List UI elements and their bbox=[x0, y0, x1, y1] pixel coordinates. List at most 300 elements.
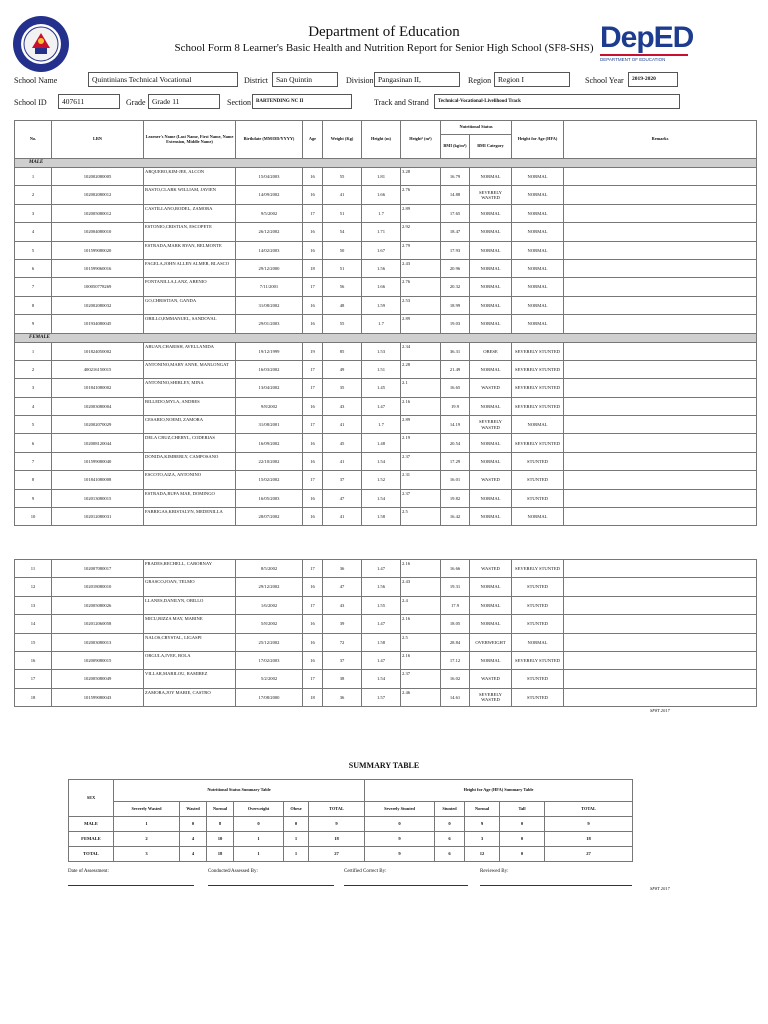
remarks-cell bbox=[564, 434, 757, 452]
learner-name-cell: ANTONINO,SHIRLEY, MINA bbox=[144, 379, 236, 397]
remarks-cell bbox=[564, 452, 757, 470]
learner-row bbox=[15, 489, 757, 507]
birthdate-cell: 29/12/2000 bbox=[236, 259, 303, 277]
age-cell: 17 bbox=[303, 204, 323, 222]
birthdate-cell: 14/09/2002 bbox=[236, 186, 303, 204]
school-name-label: School Name bbox=[14, 76, 58, 85]
birthdate-cell: 14/02/2003 bbox=[236, 241, 303, 259]
age-cell: 16 bbox=[303, 452, 323, 470]
school-name-field: Quintinians Technical Vocational bbox=[88, 72, 238, 87]
height-squared-cell: 2.43 bbox=[401, 259, 441, 277]
bmi-cell: 20.54 bbox=[441, 434, 470, 452]
remarks-cell bbox=[564, 296, 757, 314]
remarks-cell bbox=[564, 578, 757, 596]
row-number: 3 bbox=[15, 379, 52, 397]
height-squared-cell: 2.46 bbox=[401, 688, 441, 706]
height-squared-cell: 2.76 bbox=[401, 278, 441, 296]
birthdate-cell: 31/08/2001 bbox=[236, 416, 303, 434]
summary-ns-value: 3 bbox=[114, 847, 180, 862]
learner-row bbox=[15, 168, 757, 186]
grade-label: Grade bbox=[126, 98, 146, 107]
summary-row bbox=[69, 817, 633, 832]
weight-cell: 51 bbox=[323, 259, 362, 277]
remarks-cell bbox=[564, 259, 757, 277]
height-squared-cell: 2.16 bbox=[401, 560, 441, 578]
lrn-cell: 101841080002 bbox=[52, 379, 144, 397]
school-id-field: 407611 bbox=[58, 94, 120, 109]
learner-name-cell: DELA CRUZ,CHERYL, CODERIAS bbox=[144, 434, 236, 452]
learner-row bbox=[15, 241, 757, 259]
col-header-no: No. bbox=[15, 121, 52, 159]
hfa-cell: NORMAL bbox=[512, 416, 564, 434]
birthdate-cell: 8/5/2002 bbox=[236, 560, 303, 578]
lrn-cell: 102008120044 bbox=[52, 434, 144, 452]
height-cell: 1.54 bbox=[362, 452, 401, 470]
weight-cell: 50 bbox=[323, 241, 362, 259]
age-cell: 17 bbox=[303, 560, 323, 578]
hfa-cell: SEVERELY STUNTED bbox=[512, 560, 564, 578]
hfa-cell: NORMAL bbox=[512, 241, 564, 259]
learner-name-cell: CASTILLANO,RODEL, ZAMORA bbox=[144, 204, 236, 222]
summary-hfa-value: 9 bbox=[365, 832, 435, 847]
summary-ns-value: 0 bbox=[284, 817, 309, 832]
age-cell: 18 bbox=[303, 688, 323, 706]
weight-cell: 54 bbox=[323, 223, 362, 241]
section-row-female bbox=[15, 333, 757, 342]
age-cell: 17 bbox=[303, 471, 323, 489]
age-cell: 17 bbox=[303, 278, 323, 296]
bmi-category-cell: NORMAL bbox=[470, 360, 512, 378]
bmi-category-cell: WASTED bbox=[470, 670, 512, 688]
hfa-cell: SEVERELY STUNTED bbox=[512, 397, 564, 415]
bmi-category-cell: OBESE bbox=[470, 342, 512, 360]
bmi-cell: 16.79 bbox=[441, 168, 470, 186]
bmi-category-cell: NORMAL bbox=[470, 434, 512, 452]
birthdate-cell: 29/12/2002 bbox=[236, 578, 303, 596]
summary-sex-cell: TOTAL bbox=[69, 847, 114, 862]
learner-row bbox=[15, 186, 757, 204]
birthdate-cell: 17/08/2000 bbox=[236, 688, 303, 706]
row-number: 6 bbox=[15, 434, 52, 452]
birthdate-cell: 25/12/2002 bbox=[236, 633, 303, 651]
conducted-by-label: Conducted/Assessed By: bbox=[208, 869, 258, 874]
lrn-cell: 102002080005 bbox=[52, 168, 144, 186]
lrn-cell: 102004080010 bbox=[52, 223, 144, 241]
birthdate-cell: 9/5/2002 bbox=[236, 204, 303, 222]
height-squared-cell: 2.76 bbox=[401, 186, 441, 204]
birthdate-cell: 1/6/2002 bbox=[236, 596, 303, 614]
hfa-cell: STUNTED bbox=[512, 670, 564, 688]
weight-cell: 36 bbox=[323, 688, 362, 706]
weight-cell: 37 bbox=[323, 651, 362, 669]
learner-row bbox=[15, 633, 757, 651]
row-number: 13 bbox=[15, 596, 52, 614]
learner-row bbox=[15, 560, 757, 578]
birthdate-cell: 28/07/2002 bbox=[236, 508, 303, 526]
section-label-male: MALE bbox=[15, 159, 757, 168]
hfa-cell: SEVERELY STUNTED bbox=[512, 651, 564, 669]
learner-row bbox=[15, 296, 757, 314]
hfa-cell: STUNTED bbox=[512, 578, 564, 596]
hfa-cell: NORMAL bbox=[512, 223, 564, 241]
health-nutrition-table bbox=[14, 120, 757, 526]
remarks-cell bbox=[564, 204, 757, 222]
height-cell: 1.48 bbox=[362, 434, 401, 452]
bmi-cell: 20.96 bbox=[441, 259, 470, 277]
weight-cell: 43 bbox=[323, 397, 362, 415]
weight-cell: 35 bbox=[323, 379, 362, 397]
summary-header-row bbox=[69, 802, 633, 817]
weight-cell: 41 bbox=[323, 416, 362, 434]
summary-ns-value: 18 bbox=[207, 847, 234, 862]
height-cell: 1.67 bbox=[362, 241, 401, 259]
learner-name-cell: ESTRADA,MARK RYAN, BELMONTE bbox=[144, 241, 236, 259]
lrn-cell: 100050778269 bbox=[52, 278, 144, 296]
remarks-cell bbox=[564, 186, 757, 204]
bmi-cell: 18.05 bbox=[441, 615, 470, 633]
learner-name-cell: LLANES,DANILYN, OBILLO bbox=[144, 596, 236, 614]
learner-name-cell: MICU,RIZZA MAY, MARINE bbox=[144, 615, 236, 633]
health-nutrition-table-continued bbox=[14, 559, 757, 707]
form-code: SF8T 2017 bbox=[650, 708, 670, 713]
summary-hfa-value: 3 bbox=[465, 832, 500, 847]
height-cell: 1.47 bbox=[362, 651, 401, 669]
height-cell: 1.47 bbox=[362, 615, 401, 633]
height-cell: 1.45 bbox=[362, 379, 401, 397]
hfa-cell: NORMAL bbox=[512, 259, 564, 277]
bmi-cell: 16.66 bbox=[441, 560, 470, 578]
row-number: 5 bbox=[15, 416, 52, 434]
height-squared-cell: 2.92 bbox=[401, 223, 441, 241]
age-cell: 16 bbox=[303, 397, 323, 415]
learner-row bbox=[15, 670, 757, 688]
height-cell: 1.53 bbox=[362, 342, 401, 360]
region-field: Region I bbox=[494, 72, 570, 87]
hfa-cell: SEVERELY STUNTED bbox=[512, 434, 564, 452]
height-cell: 1.57 bbox=[362, 688, 401, 706]
height-squared-cell: 2.5 bbox=[401, 633, 441, 651]
bmi-cell: 17.12 bbox=[441, 651, 470, 669]
lrn-cell: 102003080004 bbox=[52, 397, 144, 415]
learner-name-cell: DONIDA,KIMBERLY, CAMPOSANO bbox=[144, 452, 236, 470]
summary-hfa-col: Tall bbox=[500, 802, 545, 817]
weight-cell: 38 bbox=[323, 670, 362, 688]
height-squared-cell: 3.28 bbox=[401, 168, 441, 186]
hfa-cell: NORMAL bbox=[512, 296, 564, 314]
learner-name-cell: ESTRADA,RUFA MAE, DOMINGO bbox=[144, 489, 236, 507]
lrn-cell: 102018080010 bbox=[52, 578, 144, 596]
bmi-category-cell: NORMAL bbox=[470, 315, 512, 333]
bmi-category-cell: NORMAL bbox=[470, 296, 512, 314]
learner-name-cell: FAGELA,JOHN ALLEN ALMER, BLASCO bbox=[144, 259, 236, 277]
remarks-cell bbox=[564, 633, 757, 651]
age-cell: 16 bbox=[303, 315, 323, 333]
learner-name-cell: FONTANILLA,LANZ, ABENIO bbox=[144, 278, 236, 296]
bmi-category-cell: NORMAL bbox=[470, 278, 512, 296]
remarks-cell bbox=[564, 688, 757, 706]
hfa-cell: SEVERELY STUNTED bbox=[512, 360, 564, 378]
bmi-cell: 14.61 bbox=[441, 688, 470, 706]
birthdate-cell: 13/04/2002 bbox=[236, 379, 303, 397]
birthdate-cell: 31/08/2002 bbox=[236, 296, 303, 314]
bmi-category-cell: WASTED bbox=[470, 471, 512, 489]
remarks-cell bbox=[564, 360, 757, 378]
division-label: Division bbox=[346, 76, 374, 85]
height-cell: 1.55 bbox=[362, 596, 401, 614]
bmi-cell: 17.65 bbox=[441, 204, 470, 222]
weight-cell: 85 bbox=[323, 342, 362, 360]
bmi-category-cell: NORMAL bbox=[470, 596, 512, 614]
age-cell: 16 bbox=[303, 296, 323, 314]
birthdate-cell: 19/12/1999 bbox=[236, 342, 303, 360]
summary-ns-value: 0 bbox=[180, 817, 207, 832]
height-cell: 1.66 bbox=[362, 278, 401, 296]
summary-hfa-header: Height for Age (HFA) Summary Table bbox=[365, 780, 633, 802]
remarks-cell bbox=[564, 489, 757, 507]
lrn-cell: 102005080012 bbox=[52, 204, 144, 222]
learner-row bbox=[15, 508, 757, 526]
bmi-category-cell: NORMAL bbox=[470, 168, 512, 186]
height-cell: 1.52 bbox=[362, 471, 401, 489]
row-number: 15 bbox=[15, 633, 52, 651]
lrn-cell: 102013080015 bbox=[52, 489, 144, 507]
summary-hfa-value: 9 bbox=[365, 847, 435, 862]
track-label: Track and Strand bbox=[374, 98, 429, 107]
remarks-cell bbox=[564, 342, 757, 360]
weight-cell: 55 bbox=[323, 168, 362, 186]
age-cell: 16 bbox=[303, 241, 323, 259]
bmi-cell: 18.47 bbox=[441, 223, 470, 241]
weight-cell: 36 bbox=[323, 560, 362, 578]
col-header-bmi: BMI (kg/m²) bbox=[441, 135, 470, 159]
row-number: 1 bbox=[15, 342, 52, 360]
row-number: 17 bbox=[15, 670, 52, 688]
age-cell: 16 bbox=[303, 633, 323, 651]
summary-ns-value: 1 bbox=[284, 847, 309, 862]
weight-cell: 72 bbox=[323, 633, 362, 651]
row-number: 12 bbox=[15, 578, 52, 596]
region-label: Region bbox=[468, 76, 492, 85]
learner-name-cell: VILLAR,MARILOU, RAMIREZ bbox=[144, 670, 236, 688]
deped-logo-text: DepED bbox=[600, 21, 694, 54]
col-header-age: Age bbox=[303, 121, 323, 159]
row-number: 8 bbox=[15, 471, 52, 489]
row-number: 6 bbox=[15, 259, 52, 277]
height-squared-cell: 2.19 bbox=[401, 434, 441, 452]
summary-ns-col: Overweight bbox=[234, 802, 284, 817]
remarks-cell bbox=[564, 615, 757, 633]
age-cell: 16 bbox=[303, 508, 323, 526]
hfa-cell: NORMAL bbox=[512, 278, 564, 296]
lrn-cell: 101599080043 bbox=[52, 688, 144, 706]
learner-row bbox=[15, 360, 757, 378]
weight-cell: 45 bbox=[323, 434, 362, 452]
summary-hfa-value: 9 bbox=[545, 817, 633, 832]
learner-row bbox=[15, 578, 757, 596]
remarks-cell bbox=[564, 416, 757, 434]
height-squared-cell: 2.16 bbox=[401, 615, 441, 633]
summary-hfa-col: TOTAL bbox=[545, 802, 633, 817]
birthdate-cell: 5/8/2002 bbox=[236, 615, 303, 633]
row-number: 7 bbox=[15, 278, 52, 296]
weight-cell: 55 bbox=[323, 315, 362, 333]
date-signature-line bbox=[68, 885, 194, 886]
learner-row bbox=[15, 651, 757, 669]
reviewed-by-label: Reviewed By: bbox=[480, 869, 509, 874]
summary-hfa-value: 0 bbox=[365, 817, 435, 832]
bmi-cell: 19.31 bbox=[441, 578, 470, 596]
school-year-label: School Year bbox=[585, 76, 624, 85]
age-cell: 17 bbox=[303, 416, 323, 434]
bmi-cell: 16.02 bbox=[441, 670, 470, 688]
weight-cell: 41 bbox=[323, 508, 362, 526]
summary-ns-value: 10 bbox=[207, 832, 234, 847]
remarks-cell bbox=[564, 241, 757, 259]
age-cell: 17 bbox=[303, 379, 323, 397]
hfa-cell: STUNTED bbox=[512, 615, 564, 633]
grade-field: Grade 11 bbox=[148, 94, 220, 109]
summary-sex-header: SEX bbox=[69, 780, 114, 817]
remarks-cell bbox=[564, 223, 757, 241]
row-number: 1 bbox=[15, 168, 52, 186]
track-field: Technical-Vocational-Livelihood Track bbox=[434, 94, 680, 109]
row-number: 10 bbox=[15, 508, 52, 526]
bmi-cell: 19.03 bbox=[441, 315, 470, 333]
lrn-cell: 102009080015 bbox=[52, 651, 144, 669]
bmi-category-cell: NORMAL bbox=[470, 397, 512, 415]
bmi-category-cell: SEVERELY WASTED bbox=[470, 416, 512, 434]
summary-ns-value: 1 bbox=[234, 832, 284, 847]
remarks-cell bbox=[564, 397, 757, 415]
height-cell: 1.59 bbox=[362, 296, 401, 314]
learner-row bbox=[15, 471, 757, 489]
lrn-cell: 101599080020 bbox=[52, 241, 144, 259]
summary-hfa-value: 0 bbox=[500, 817, 545, 832]
birthdate-cell: 26/12/2002 bbox=[236, 223, 303, 241]
summary-row bbox=[69, 847, 633, 862]
learner-row bbox=[15, 223, 757, 241]
height-cell: 1.47 bbox=[362, 560, 401, 578]
age-cell: 16 bbox=[303, 615, 323, 633]
age-cell: 18 bbox=[303, 259, 323, 277]
height-squared-cell: 2.37 bbox=[401, 670, 441, 688]
row-number: 9 bbox=[15, 315, 52, 333]
col-header-weight: Weight (Kg) bbox=[323, 121, 362, 159]
hfa-cell: NORMAL bbox=[512, 508, 564, 526]
age-cell: 16 bbox=[303, 578, 323, 596]
bmi-category-cell: NORMAL bbox=[470, 259, 512, 277]
age-cell: 17 bbox=[303, 670, 323, 688]
learner-name-cell: OBILLO,EMMANUEL, SANDOVAL bbox=[144, 315, 236, 333]
bmi-category-cell: NORMAL bbox=[470, 489, 512, 507]
hfa-cell: NORMAL bbox=[512, 633, 564, 651]
remarks-cell bbox=[564, 560, 757, 578]
hfa-cell: STUNTED bbox=[512, 452, 564, 470]
birthdate-cell: 15/04/2003 bbox=[236, 168, 303, 186]
lrn-cell: 102002070029 bbox=[52, 416, 144, 434]
deped-logo-subtext: DEPARTMENT OF EDUCATION bbox=[600, 54, 688, 62]
row-number: 3 bbox=[15, 204, 52, 222]
reviewed-signature-line bbox=[480, 885, 632, 886]
summary-ns-value: 4 bbox=[180, 847, 207, 862]
hfa-cell: SEVERELY STUNTED bbox=[512, 342, 564, 360]
form-code-bottom: SF8T 2017 bbox=[650, 886, 670, 891]
lrn-cell: 102007080017 bbox=[52, 560, 144, 578]
lrn-cell: 101824050002 bbox=[52, 342, 144, 360]
age-cell: 16 bbox=[303, 434, 323, 452]
height-squared-cell: 2.4 bbox=[401, 596, 441, 614]
bmi-cell: 16.42 bbox=[441, 508, 470, 526]
lrn-cell: 400216150015 bbox=[52, 360, 144, 378]
height-cell: 1.47 bbox=[362, 397, 401, 415]
remarks-cell bbox=[564, 278, 757, 296]
lrn-cell: 101934080045 bbox=[52, 315, 144, 333]
height-squared-cell: 2.37 bbox=[401, 452, 441, 470]
summary-hfa-value: 0 bbox=[435, 817, 465, 832]
lrn-cell: 102005080026 bbox=[52, 596, 144, 614]
age-cell: 17 bbox=[303, 596, 323, 614]
summary-hfa-value: 9 bbox=[465, 817, 500, 832]
height-squared-cell: 2.31 bbox=[401, 471, 441, 489]
height-cell: 1.56 bbox=[362, 259, 401, 277]
bmi-category-cell: NORMAL bbox=[470, 615, 512, 633]
summary-ns-value: 27 bbox=[309, 847, 365, 862]
col-header-nutritional-status: Nutritional Status bbox=[441, 121, 512, 135]
weight-cell: 41 bbox=[323, 186, 362, 204]
learner-name-cell: ABUAN,CHARISH, AVELLANIDA bbox=[144, 342, 236, 360]
bmi-cell: 36.31 bbox=[441, 342, 470, 360]
summary-hfa-value: 0 bbox=[500, 832, 545, 847]
row-number: 11 bbox=[15, 560, 52, 578]
summary-hfa-col: Severely Stunted bbox=[365, 802, 435, 817]
height-cell: 1.58 bbox=[362, 633, 401, 651]
school-year-field: 2019-2020 bbox=[628, 72, 678, 87]
bmi-cell: 14.88 bbox=[441, 186, 470, 204]
remarks-cell bbox=[564, 596, 757, 614]
remarks-cell bbox=[564, 508, 757, 526]
row-number: 7 bbox=[15, 452, 52, 470]
bmi-cell: 19.9 bbox=[441, 397, 470, 415]
district-field: San Quintin bbox=[272, 72, 338, 87]
height-cell: 1.81 bbox=[362, 168, 401, 186]
learner-name-cell: NALOS,CRYSTAL, LIGASPI bbox=[144, 633, 236, 651]
summary-title: SUMMARY TABLE bbox=[348, 761, 420, 770]
bmi-category-cell: NORMAL bbox=[470, 204, 512, 222]
summary-ns-col: TOTAL bbox=[309, 802, 365, 817]
remarks-cell bbox=[564, 168, 757, 186]
summary-hfa-col: Normal bbox=[465, 802, 500, 817]
page-title: Department of Education bbox=[308, 24, 460, 40]
birthdate-cell: 17/02/2003 bbox=[236, 651, 303, 669]
birthdate-cell: 29/01/2003 bbox=[236, 315, 303, 333]
hfa-cell: STUNTED bbox=[512, 489, 564, 507]
height-cell: 1.51 bbox=[362, 360, 401, 378]
page-subtitle: School Form 8 Learner's Basic Health and Nutrition Report for Senior High School (SF8-SHS) bbox=[174, 42, 594, 54]
hfa-cell: STUNTED bbox=[512, 471, 564, 489]
lrn-cell: 101841080008 bbox=[52, 471, 144, 489]
summary-hfa-value: 6 bbox=[435, 832, 465, 847]
weight-cell: 43 bbox=[323, 596, 362, 614]
summary-row bbox=[69, 832, 633, 847]
birthdate-cell: 16/03/2002 bbox=[236, 360, 303, 378]
bmi-category-cell: NORMAL bbox=[470, 223, 512, 241]
age-cell: 17 bbox=[303, 360, 323, 378]
summary-ns-col: Obese bbox=[284, 802, 309, 817]
bmi-cell: 17.9 bbox=[441, 596, 470, 614]
learner-name-cell: ZAMORA,JOY MARIE, CASTRO bbox=[144, 688, 236, 706]
weight-cell: 56 bbox=[323, 278, 362, 296]
height-squared-cell: 2.16 bbox=[401, 651, 441, 669]
